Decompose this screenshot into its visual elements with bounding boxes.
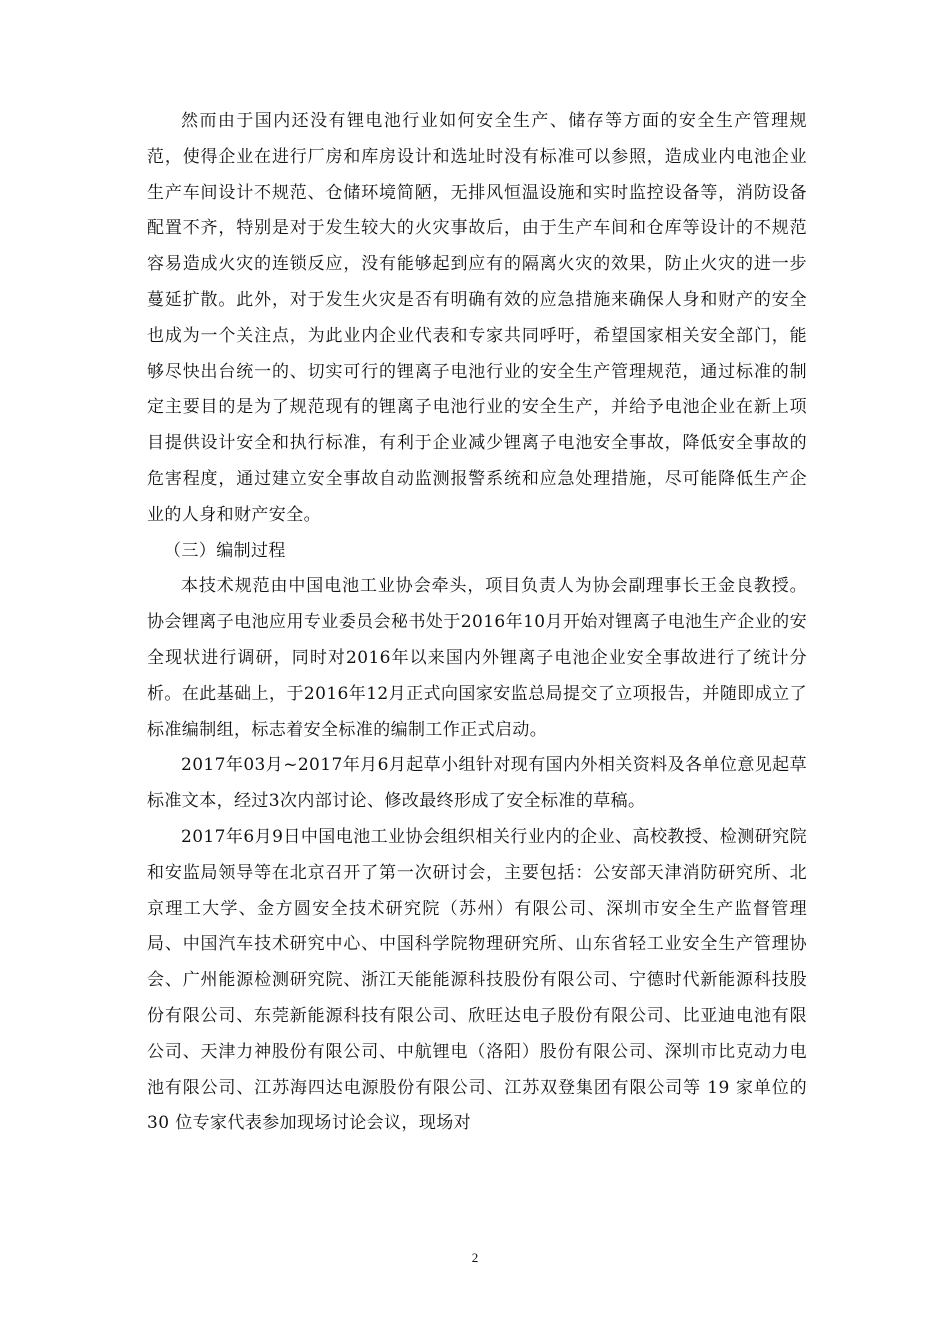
paragraph-project-lead: 本技术规范由中国电池工业协会牵头，项目负责人为协会副理事长王金良教授。协会锂离子电池应用专业委员会秘书处于2016年10月开始对锂离子电池生产企业的安全现状进行调研，同时对2016年以来国内外锂离子电池企业安全事故进行了统计分析。在此基础上，于2016年12月正式向国家安监总局提交了立项报告，并随即成立了标准编制组，标志着安全标准的编制工作正式启动。 [147,576,807,740]
paragraph-background: 然而由于国内还没有锂电池行业如何安全生产、储存等方面的安全生产管理规范，使得企业在进行厂房和库房设计和选址时没有标准可以参照，造成业内电池企业生产车间设计不规范、仓储环境简陋，无排风恒温设施和实时监控设备等，消防设备配置不齐，特别是对于发生较大的火灾事故后，由于生产车间和仓库等设计的不规范容易造成火灾的连锁反应，没有能够起到应有的隔离火灾的效果，防止火灾的进一步蔓延扩散。此外，对于发生火灾是否有明确有效的应急措施来确保人身和财产的安全也成为一个关注点，为此业内企业代表和专家共同呼吁，希望国家相关安全部门，能够尽快出台统一的、切实可行的锂离子电池行业的安全生产管理规范，通过标准的制定主要目的是为了规范现有的锂离子电池行业的安全生产，并给予电池企业在新上项目提供设计安全和执行标准，有利于企业减少锂离子电池安全事故，降低安全事故的危害程度，通过建立安全事故自动监测报警系统和应急处理措施，尽可能降低生产企业的人身和财产安全。 [147,111,807,525]
document-body [147,104,807,1142]
paragraph-draft-timeline: 2017年03月~2017年月6月起草小组针对现有国内外相关资料及各单位意见起草标准文本，经过3次内部讨论、修改最终形成了安全标准的草稿。 [147,755,807,812]
section-heading-drafting-process: （三）编制过程 [164,540,286,561]
paragraph-first-seminar: 2017年6月9日中国电池工业协会组织相关行业内的企业、高校教授、检测研究院和安监局领导等在北京召开了第一次研讨会，主要包括：公安部天津消防研究所、北京理工大学、金方圆安全技术研究院（苏州）有限公司、深圳市安全生产监督管理局、中国汽车技术研究中心、中国科学院物理研究所、山东省轻工业安全生产管理协会、广州能源检测研究院、浙江天能能源科技股份有限公司、宁德时代新能源科技股份有限公司、东莞新能源科技有限公司、欣旺达电子股份有限公司、比亚迪电池有限公司、天津力神股份有限公司、中航锂电（洛阳）股份有限公司、深圳市比克动力电池有限公司、江苏海四达电源股份有限公司、江苏双登集团有限公司等 19 家单位的 30 位专家代表参加现场讨论会议，现场对 [147,826,807,1134]
page-number: 2 [471,1250,479,1265]
